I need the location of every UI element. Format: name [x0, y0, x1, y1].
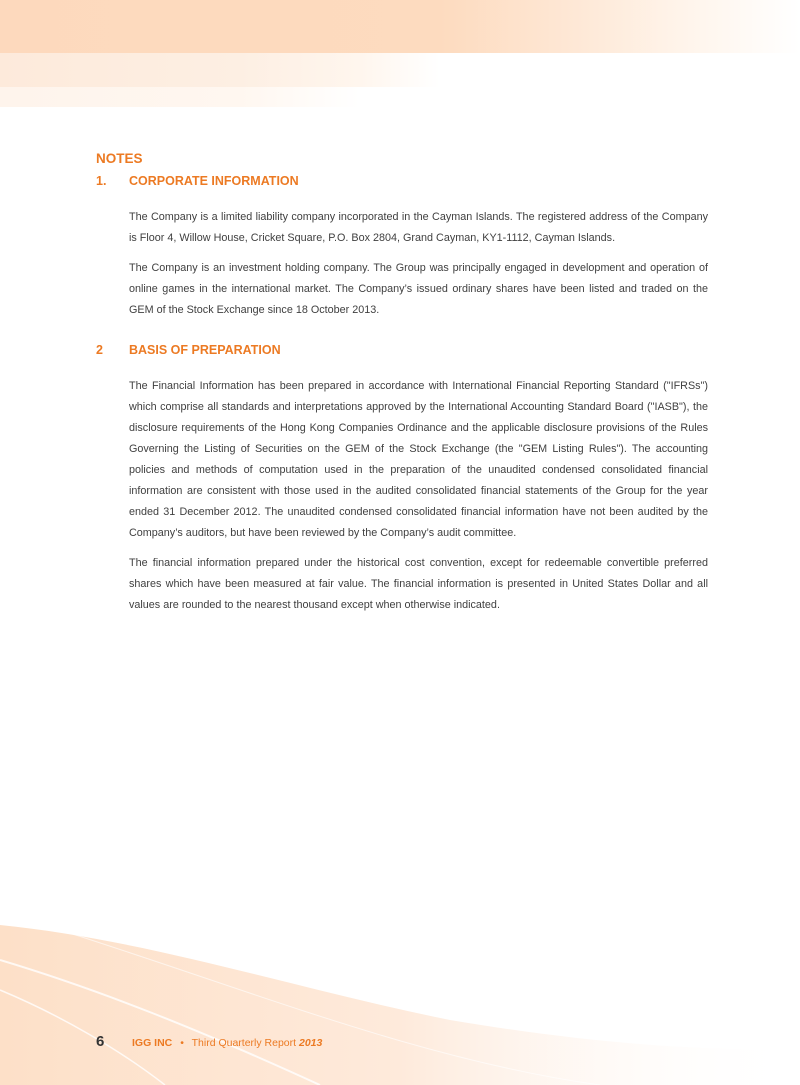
- header-band-secondary: [0, 53, 800, 87]
- footer-report-title: [132, 1037, 322, 1049]
- notes-content: [96, 150, 708, 616]
- section-title: CORPORATE INFORMATION: [129, 174, 299, 188]
- bullet-separator: •: [180, 1037, 184, 1049]
- section-number: 1.: [96, 174, 107, 188]
- section-number: 2: [96, 343, 103, 357]
- notes-title: NOTES: [96, 151, 143, 166]
- report-name: Third Quarterly Report: [191, 1037, 297, 1049]
- paragraph: The financial information prepared under the historical cost convention, except for redeemable convertible preferred shares which have been measured at fair value. The financial information is presented in United States Dollar and all values are rounded to the nearest thousand except when otherwise indicated.: [129, 557, 708, 611]
- section-heading-basis-of-preparation: [96, 341, 708, 359]
- paragraph: The Company is an investment holding company. The Group was principally engaged in development and operation of online games in the international market. The Company’s issued ordinary shares have been listed and traded on the GEM of the Stock Exchange since 18 October 2013.: [129, 262, 708, 316]
- section-heading-corporate-information: [96, 172, 708, 190]
- page-number: 6: [96, 1033, 105, 1050]
- section-title: BASIS OF PREPARATION: [129, 343, 281, 357]
- header-band-tertiary: [0, 87, 800, 107]
- page-footer: [96, 1033, 322, 1050]
- company-name: IGG INC: [132, 1037, 173, 1049]
- paragraph: The Financial Information has been prepared in accordance with International Financial Reporting Standard ("IFRSs") which comprise all standards and interpretations approved by the International Accounting Standard Board ("IASB"), the disclosure requirements of the Hong Kong Companies Ordinance and the applicable disclosure provisions of the Rules Governing the Listing of Securities on the GEM of the Stock Exchange (the "GEM Listing Rules"). The accounting policies and methods of computation used in the preparation of the unaudited condensed consolidated financial information are consistent with those used in the audited consolidated financial statements of the Group for the year ended 31 December 2012. The unaudited condensed consolidated financial information have not been audited by the Company’s auditors, but have been reviewed by the Company’s audit committee.: [129, 380, 708, 539]
- header-band: [0, 0, 800, 53]
- paragraph: The Company is a limited liability company incorporated in the Cayman Islands. The registered address of the Company is Floor 4, Willow House, Cricket Square, P.O. Box 2804, Grand Cayman, KY1-1112, Cayman Islands.: [129, 211, 708, 244]
- footer-wave-decoration: [0, 900, 800, 1085]
- report-year: 2013: [298, 1037, 323, 1049]
